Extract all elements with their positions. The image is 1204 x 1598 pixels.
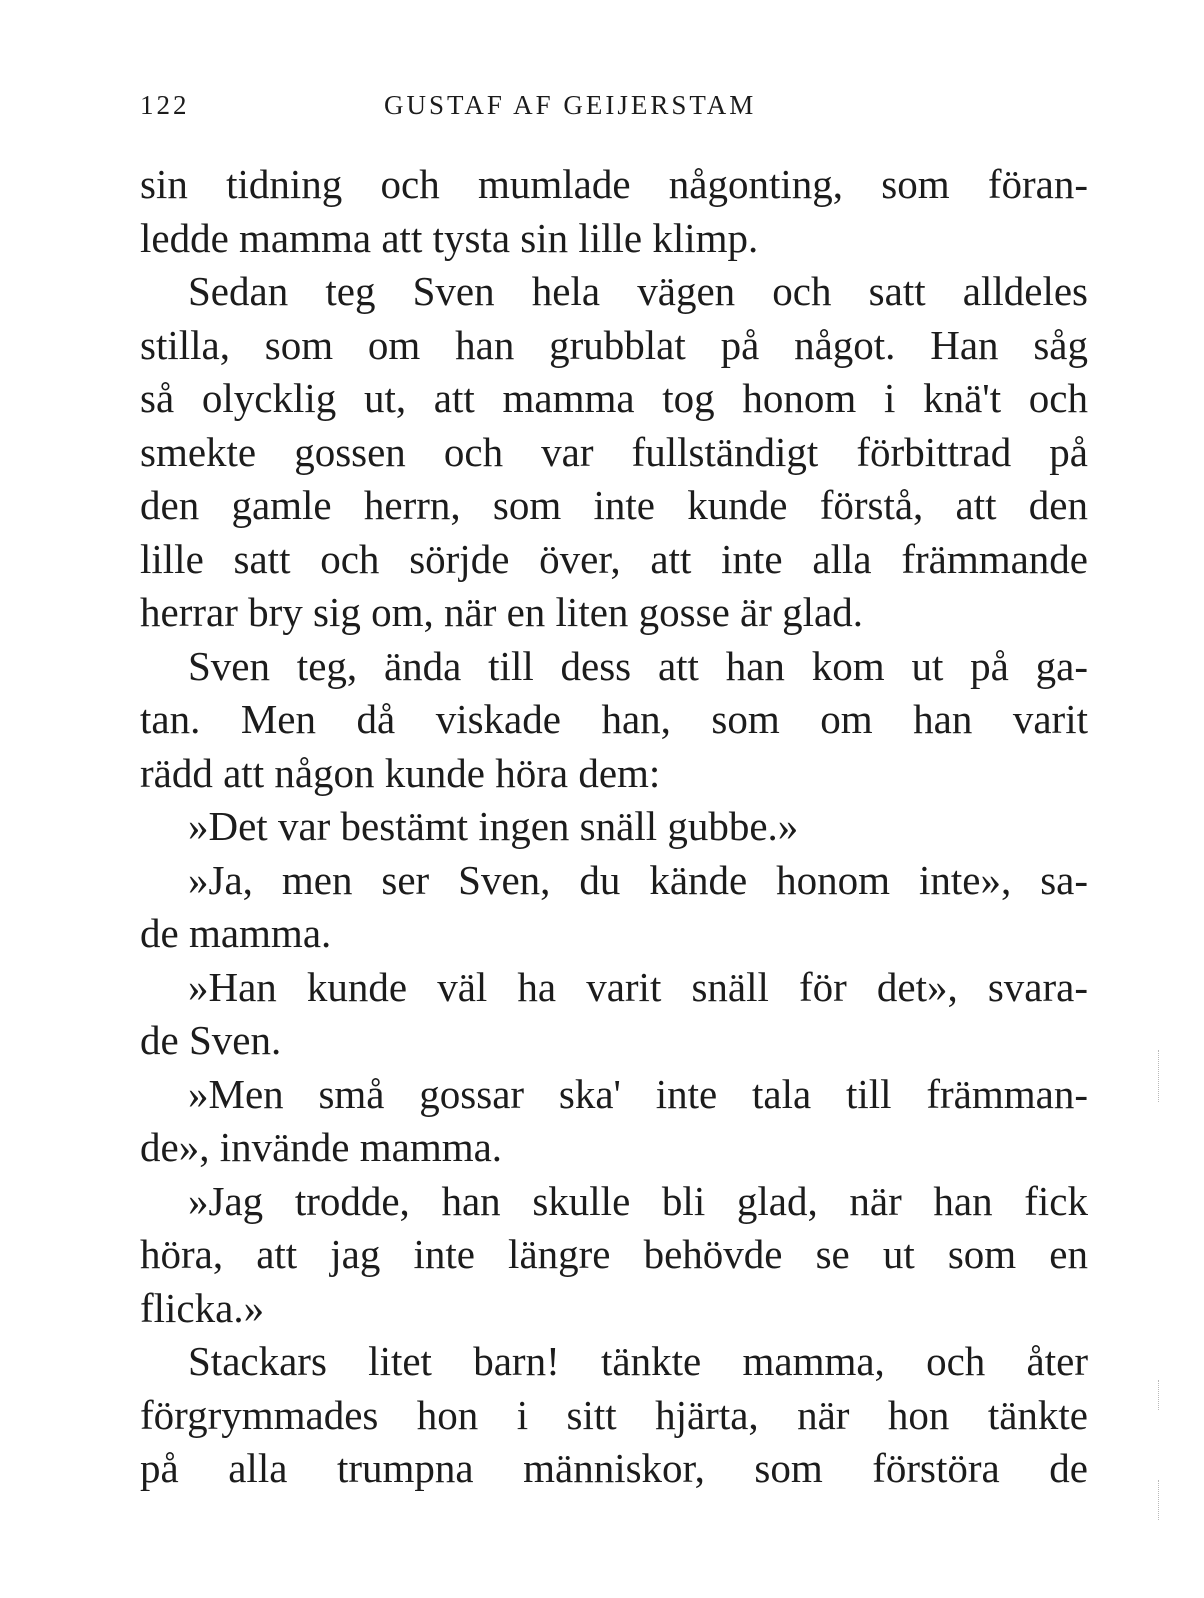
- text-line: de», invände mamma.: [140, 1124, 503, 1170]
- text-line: så olycklig ut, att mamma tog honom i knä't och: [140, 375, 1088, 421]
- text-line: Stackars litet barn! tänkte mamma, och åter: [188, 1338, 1088, 1384]
- text-line: sin tidning och mumlade någonting, som föran-: [140, 161, 1088, 207]
- page-number: 122: [140, 90, 190, 120]
- text-line: »Han kunde väl ha varit snäll för det», svara-: [188, 963, 1088, 1010]
- text-line: på alla trumpna människor, som förstöra de: [140, 1445, 1088, 1491]
- text-line: höra, att jag inte längre behövde se ut som en: [140, 1231, 1088, 1277]
- text-line: rädd att någon kunde höra dem:: [140, 749, 661, 796]
- text-line: smekte gossen och var fullständigt förbittrad på: [140, 428, 1088, 475]
- text-line: »Det var bestämt ingen snäll gubbe.»: [188, 803, 799, 849]
- text-line: herrar bry sig om, när en liten gosse är glad.: [140, 589, 863, 635]
- text-line: flicka.»: [140, 1284, 265, 1331]
- text-line: den gamle herrn, som inte kunde förstå, att den: [140, 482, 1088, 528]
- text-line: de mamma.: [140, 910, 332, 956]
- text-line: tan. Men då viskade han, som om han varit: [140, 696, 1088, 742]
- text-line: Sven teg, ända till dess att han kom ut på ga-: [188, 642, 1088, 689]
- text-line: »Men små gossar ska' inte tala till främman-: [188, 1070, 1088, 1117]
- text-line: förgrymmades hon i sitt hjärta, när hon tänkte: [140, 1391, 1088, 1438]
- running-head-author: GUSTAF AF GEIJERSTAM: [384, 90, 757, 120]
- margin-scan-mark: [1158, 1480, 1159, 1520]
- text-line: Sedan teg Sven hela vägen och satt alldeles: [188, 268, 1088, 314]
- margin-scan-mark: [1158, 1380, 1159, 1410]
- body-text: [140, 158, 1088, 1496]
- text-line: de Sven.: [140, 1017, 282, 1063]
- text-line: ledde mamma att tysta sin lille klimp.: [140, 214, 759, 261]
- text-line: »Jag trodde, han skulle bli glad, när han fick: [188, 1177, 1088, 1224]
- margin-scan-mark: [1158, 1050, 1159, 1102]
- running-head: [140, 90, 1100, 130]
- text-line: stilla, som om han grubblat på något. Han såg: [140, 321, 1088, 368]
- text-line: lille satt och sörjde över, att inte alla främmande: [140, 535, 1088, 582]
- text-line: »Ja, men ser Sven, du kände honom inte», sa-: [188, 856, 1088, 903]
